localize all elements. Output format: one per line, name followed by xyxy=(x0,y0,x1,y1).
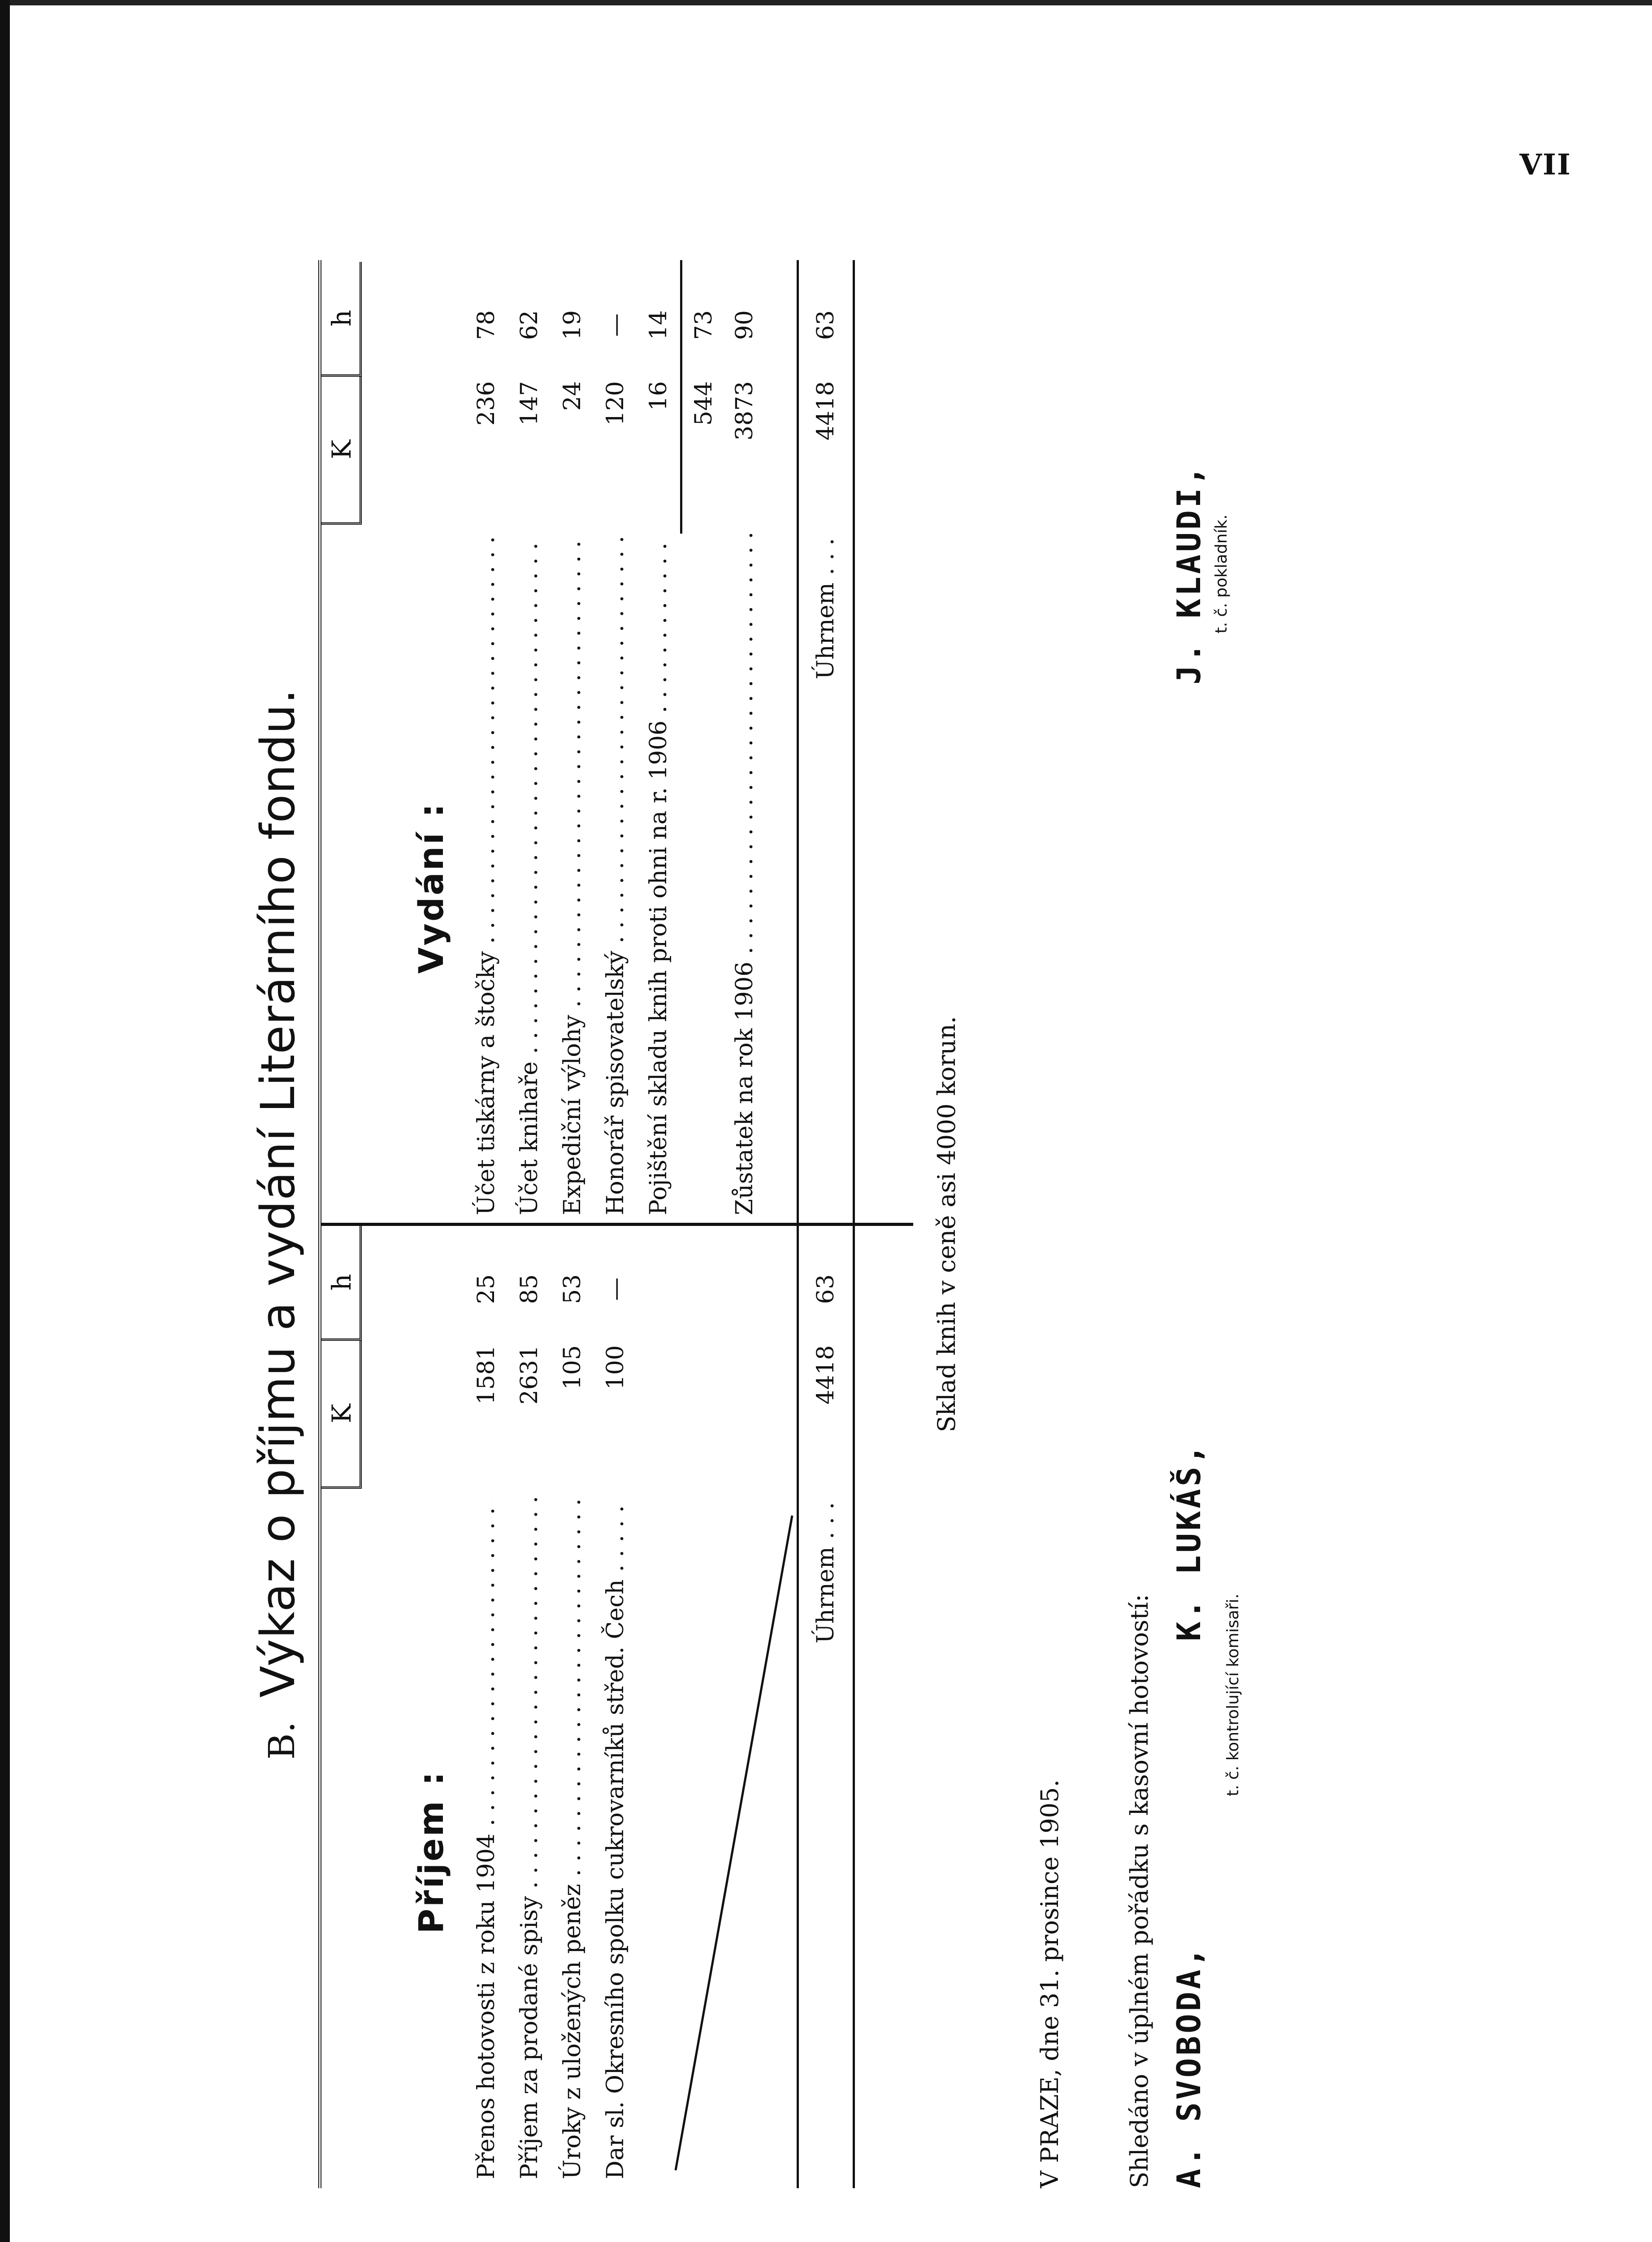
row-h: 53 xyxy=(559,1274,586,1304)
row-label: Přenos hotovosti z roku 1904 . . . xyxy=(465,1498,508,2179)
row-label: Dar sl. Okresního spolku cukrovarníků střed. Čech . . . xyxy=(594,1498,637,2179)
row-label: Úroky z uložených peněz . . . xyxy=(551,1498,594,2179)
subtotal-h: 73 xyxy=(690,310,717,340)
expense-total-k: 4418 xyxy=(812,381,839,441)
expense-rows xyxy=(465,260,766,1224)
row-label: Příjem za prodané spisy . . . xyxy=(508,1498,551,2179)
total-rule-bottom xyxy=(853,260,855,1224)
row-h: — xyxy=(602,1277,629,1301)
balance-h: 90 xyxy=(731,310,758,340)
signature-name: J. KLAUDI, xyxy=(1170,463,1208,685)
expense-total-label: Úhrnem . . . xyxy=(797,538,855,679)
expense-col-h: h xyxy=(321,262,362,377)
rotated-report xyxy=(242,260,1408,2188)
balance-row xyxy=(723,260,766,1224)
row-h: 85 xyxy=(516,1274,543,1304)
row-label: Pojištění skladu knih proti ohni na r. 1906 . . . xyxy=(637,534,680,1215)
row-h: 14 xyxy=(645,310,672,340)
subtotal-k: 544 xyxy=(690,381,717,426)
treasurer-role: t. č. pokladník. xyxy=(1212,514,1231,634)
balance-label: Zůstatek na rok 1906 . . . xyxy=(723,534,766,1215)
page-edge-left xyxy=(0,0,10,2242)
signature-klaudi xyxy=(1170,327,1231,821)
row-h: — xyxy=(602,313,629,337)
row-k: 236 xyxy=(473,381,500,426)
date-line: V PRAZE, dne 31. prosince 1905. xyxy=(1036,1779,1064,2188)
row-label: Účet tiskárny a štočky . . . xyxy=(465,534,508,1215)
table-row xyxy=(508,260,551,1224)
table-row xyxy=(594,260,637,1224)
row-h: 62 xyxy=(516,310,543,340)
expense-section xyxy=(321,260,913,1224)
row-k: 16 xyxy=(645,381,672,411)
income-total-h: 63 xyxy=(812,1274,839,1304)
row-k: 147 xyxy=(516,381,543,426)
income-heading: Příjem : xyxy=(411,1770,451,1934)
expense-heading: Vydání : xyxy=(411,802,451,974)
income-total xyxy=(797,1224,855,2188)
row-k: 1581 xyxy=(473,1345,500,1405)
row-h: 25 xyxy=(473,1274,500,1304)
total-rule-bottom xyxy=(853,1224,855,2188)
row-label: Honorář spisovatelský . . . xyxy=(594,534,637,1215)
row-h: 19 xyxy=(559,310,586,340)
title-text: Výkaz o příjmu a vydání Literárního fondu. xyxy=(251,688,305,1698)
row-k: 24 xyxy=(559,381,586,411)
row-label: Účet knihaře . . . xyxy=(508,534,551,1215)
table-row xyxy=(551,260,594,1224)
row-label: Expediční výlohy . . . xyxy=(551,534,594,1215)
income-col-h: h xyxy=(321,1226,362,1341)
table-row xyxy=(637,260,680,1224)
signature-name: A. SVOBODA, xyxy=(1170,1945,1208,2188)
table-row xyxy=(465,260,508,1224)
subtotal-row xyxy=(680,260,723,534)
ledger-table xyxy=(318,260,910,2188)
page-number: VII xyxy=(1519,148,1571,182)
expense-total xyxy=(797,260,855,1224)
row-k: 100 xyxy=(602,1345,629,1390)
row-k: 120 xyxy=(602,381,629,426)
expense-total-h: 63 xyxy=(812,310,839,340)
income-total-k: 4418 xyxy=(812,1345,839,1405)
income-section xyxy=(321,1224,913,2188)
row-k: 105 xyxy=(559,1345,586,1390)
verified-line: Shledáno v úplném pořádku s kasovní hotovostí: xyxy=(1125,1594,1153,2188)
income-total-label: Úhrnem . . . xyxy=(797,1502,855,1643)
signature-name: K. LUKÁŠ, xyxy=(1170,1442,1208,1641)
page-edge-top xyxy=(0,0,1652,5)
signature-svoboda xyxy=(1170,1695,1208,2188)
row-k: 2631 xyxy=(516,1345,543,1405)
balance-k: 3873 xyxy=(731,381,758,441)
income-col-k: K xyxy=(321,1341,362,1489)
signature-lukas xyxy=(1170,1193,1208,1641)
commissioners-role: t. č. kontrolující komisaři. xyxy=(1224,1593,1242,1797)
row-h: 78 xyxy=(473,310,500,340)
expense-col-k: K xyxy=(321,377,362,525)
title-prefix: B. xyxy=(261,1721,303,1760)
report-notes xyxy=(919,260,1408,2188)
stock-note: Sklad knih v ceně asi 4000 korun. xyxy=(932,1016,961,1433)
report-title xyxy=(242,260,314,2188)
